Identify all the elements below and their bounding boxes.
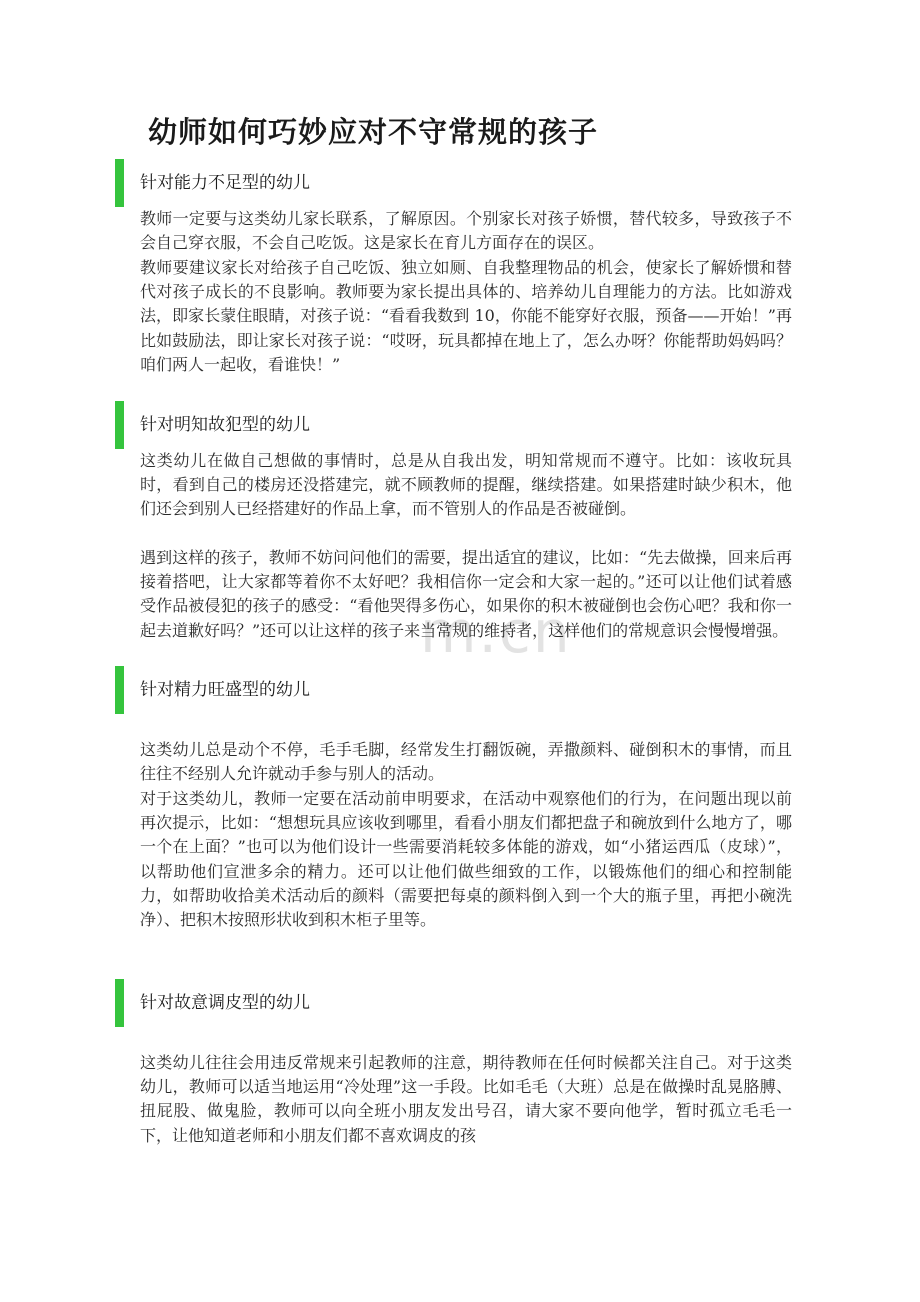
heading-accent-bar bbox=[115, 159, 124, 207]
section-paragraph: 对于这类幼儿，教师一定要在活动前申明要求，在活动中观察他们的行为，在问题出现以前再次提示，比如：“想想玩具应该收到哪里，看看小朋友们都把盘子和碗放到什么地方了，哪一个在上面？”也可以为他们设计一些需要消耗较多体能的游戏，如“小猪运西瓜（皮球）”，以帮助他们宣泄多余的精力。还可以让他们做些细致的工作，以锻炼他们的细心和控制能力，如帮助收拾美术活动后的颜料（需要把每桌的颜料倒入到一个大的瓶子里，再把小碗洗净）、把积木按照形状收到积木柜子里等。 bbox=[140, 789, 792, 930]
section-heading-text: 针对精力旺盛型的幼儿 bbox=[140, 680, 310, 700]
heading-accent-bar bbox=[115, 666, 124, 714]
document-title: 幼师如何巧妙应对不守常规的孩子 bbox=[148, 115, 599, 149]
section-paragraph: 这类幼儿在做自己想做的事情时，总是从自我出发，明知常规而不遵守。比如：该收玩具时，看到自己的楼房还没搭建完，就不顾教师的提醒，继续搭建。如果搭建时缺少积木，他们还会到别人已经搭建好的作品上拿，而不管别人的作品是否被碰倒。 bbox=[140, 451, 792, 519]
watermark: m.cn bbox=[420, 598, 572, 666]
section-heading-naughty bbox=[115, 979, 815, 1027]
section-heading-text: 针对明知故犯型的幼儿 bbox=[140, 415, 310, 435]
section-paragraph: 遇到这样的孩子，教师不妨问问他们的需要，提出适宜的建议，比如：“先去做操，回来后再接着搭吧，让大家都等着你不太好吧？我相信你一定会和大家一起的。”还可以让他们试着感受作品被侵犯的孩子的感受：“看他哭得多伤心，如果你的积木被碰倒也会伤心吧？我和你一起去道歉好吗？”还可以让这样的孩子来当常规的维持者，这样他们的常规意识会慢慢增强。 bbox=[140, 548, 792, 640]
section-heading-text: 针对故意调皮型的幼儿 bbox=[140, 993, 310, 1013]
section-heading-text: 针对能力不足型的幼儿 bbox=[140, 173, 310, 193]
section-heading-energetic bbox=[115, 666, 815, 714]
heading-accent-bar bbox=[115, 401, 124, 449]
section-heading-knowingly bbox=[115, 401, 815, 449]
section-paragraph: 这类幼儿往往会用违反常规来引起教师的注意，期待教师在任何时候都关注自己。对于这类幼儿，教师可以适当地运用“冷处理”这一手段。比如毛毛（大班）总是在做操时乱晃胳膊、扭屁股、做鬼脸，教师可以向全班小朋友发出号召，请大家不要向他学，暂时孤立毛毛一下，让他知道老师和小朋友们都不喜欢调皮的孩 bbox=[140, 1053, 792, 1145]
heading-accent-bar bbox=[115, 979, 124, 1027]
section-heading-ability bbox=[115, 159, 815, 207]
section-paragraph: 教师要建议家长对给孩子自己吃饭、独立如厕、自我整理物品的机会，使家长了解娇惯和替代对孩子成长的不良影响。教师要为家长提出具体的、培养幼儿自理能力的方法。比如游戏法，即家长蒙住眼睛，对孩子说：“看看我数到 10，你能不能穿好衣服，预备——开始！”再比如鼓励法，即让家长对孩子说：“哎呀，玩具都掉在地上了，怎么办呀？你能帮助妈妈吗？咱们两人一起收，看谁快！” bbox=[140, 258, 792, 374]
section-paragraph: 教师一定要与这类幼儿家长联系，了解原因。个别家长对孩子娇惯，替代较多，导致孩子不会自己穿衣服，不会自己吃饭。这是家长在育儿方面存在的误区。 bbox=[140, 209, 792, 253]
section-paragraph: 这类幼儿总是动个不停，毛手毛脚，经常发生打翻饭碗，弄撒颜料、碰倒积木的事情，而且往往不经别人允许就动手参与别人的活动。 bbox=[140, 740, 792, 784]
